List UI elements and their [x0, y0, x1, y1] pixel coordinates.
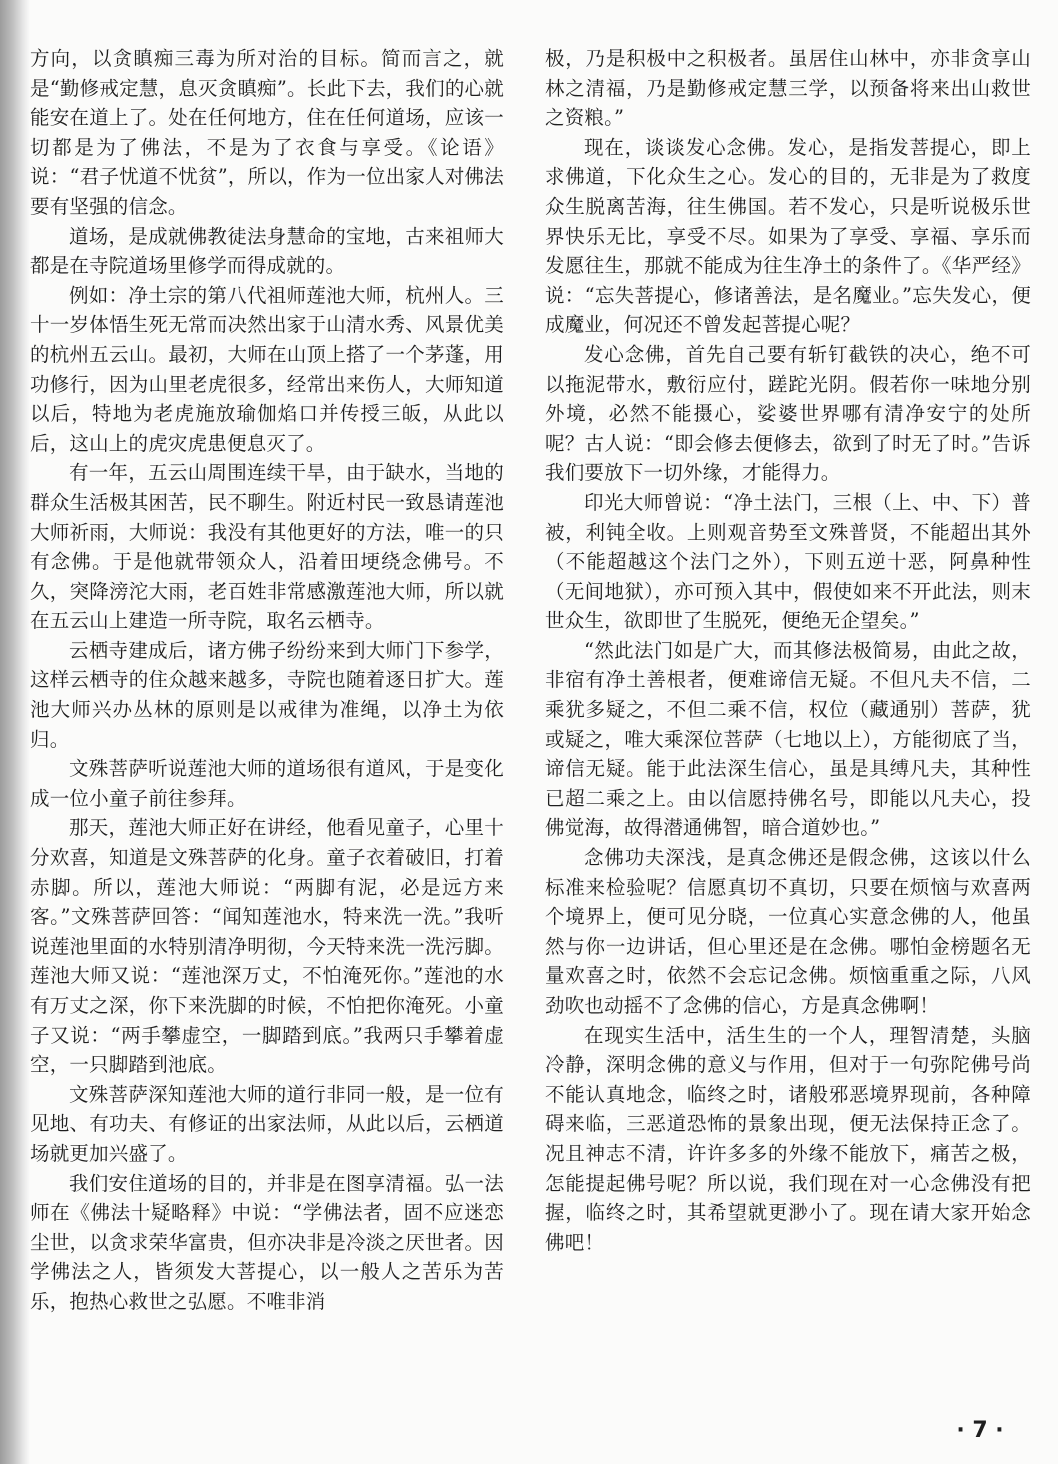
paragraph: 云栖寺建成后，诸方佛子纷纷来到大师门下参学，这样云栖寺的住众越来越多，寺院也随着逐日扩大。莲池大师兴办丛林的原则是以戒律为准绳，以净土为依归。	[30, 638, 504, 751]
paragraph: “然此法门如是广大，而其修法极简易，由此之故，非宿有净土善根者，便难谛信无疑。不但凡夫不信，二乘犹多疑之，不但二乘不信，权位（藏通别）菩萨，犹或疑之，唯大乘深位菩萨（七地以上），方能彻底了当，谛信无疑。能于此法深生信心，虽是具缚凡夫，其种性已超二乘之上。由以信愿持佛名号，即能以凡夫心，投佛觉海，故得潜通佛智，暗合道妙也。”	[545, 638, 1031, 840]
paragraph: 方向，以贪瞋痴三毒为所对治的目标。简而言之，就是“勤修戒定慧，息灭贪瞋痴”。长此下去，我们的心就能安在道上了。处在任何地方，住在任何道场，应该一切都是为了佛法，不是为了衣食与享受。《论语》说：“君子忧道不忧贫”，所以，作为一位出家人对佛法要有坚强的信念。	[30, 47, 504, 218]
paragraph: 我们安住道场的目的，并非是在图享清福。弘一法师在《佛法十疑略释》中说：“学佛法者，固不应迷恋尘世，以贪求荣华富贵，但亦决非是冷淡之厌世者。因学佛法之人，皆须发大菩提心，以一般人之苦乐为苦乐，抱热心救世之弘愿。不唯非消	[30, 1171, 504, 1313]
paragraph: 那天，莲池大师正好在讲经，他看见童子，心里十分欢喜，知道是文殊菩萨的化身。童子衣着破旧，打着赤脚。所以，莲池大师说：“两脚有泥，必是远方来客。”文殊菩萨回答：“闻知莲池水，特来洗一洗。”我听说莲池里面的水特别清净明彻，今天特来洗一洗污脚。莲池大师又说：“莲池深万丈，不怕淹死你。”莲池的水有万丈之深，你下来洗脚的时候，不怕把你淹死。小童子又说：“两手攀虚空，一脚踏到底。”我两只手攀着虚空，一只脚踏到池底。	[30, 816, 504, 1077]
paragraph: 例如：净土宗的第八代祖师莲池大师，杭州人。三十一岁体悟生死无常而决然出家于山清水秀、风景优美的杭州五云山。最初，大师在山顶上搭了一个茅蓬，用功修行，因为山里老虎很多，经常出来伤人，大师知道以后，特地为老虎施放瑜伽焰口并传授三皈，从此以后，这山上的虎灾虎患便息灭了。	[30, 283, 504, 455]
paragraph: 文殊菩萨听说莲池大师的道场很有道风，于是变化成一位小童子前往参拜。	[30, 757, 504, 810]
paragraph: 念佛功夫深浅，是真念佛还是假念佛，这该以什么标准来检验呢？信愿真切不真切，只要在烦恼与欢喜两个境界上，便可见分晓，一位真心实意念佛的人，他虽然与你一边讲话，但心里还是在念佛。哪怕金榜题名无量欢喜之时，依然不会忘记念佛。烦恼重重之际，八风劲吹也动摇不了念佛的信心，方是真念佛啊！	[545, 846, 1031, 1017]
scan-shadow-edge	[0, 0, 30, 1464]
paragraph: 印光大师曾说：“净土法门，三根（上、中、下）普被，利钝全收。上则观音势至文殊普贤，不能超出其外（不能超越这个法门之外），下则五逆十恶，阿鼻种性（无间地狱），亦可预入其中，假使如来不开此法，则末世众生，欲即世了生脱死，便绝无企望矣。”	[545, 490, 1031, 633]
right-text-column	[545, 44, 1031, 1257]
paragraph: 极，乃是积极中之积极者。虽居住山林中，亦非贪享山林之清福，乃是勤修戒定慧三学，以预备将来出山救世之资粮。”	[545, 47, 1031, 130]
paragraph: 文殊菩萨深知莲池大师的道行非同一般，是一位有见地、有功夫、有修证的出家法师，从此以后，云栖道场就更加兴盛了。	[30, 1082, 504, 1165]
paragraph: 现在，谈谈发心念佛。发心，是指发菩提心，即上求佛道，下化众生之心。发心的目的，无非是为了救度众生脱离苦海，往生佛国。若不发心，只是听说极乐世界快乐无比，享受不尽。如果为了享受、享福、享乐而发愿往生，那就不能成为往生净土的条件了。《华严经》说：“忘失菩提心，修诸善法，是名魔业。”忘失发心，便成魔业，何况还不曾发起菩提心呢？	[545, 135, 1031, 337]
paragraph: 有一年，五云山周围连续干旱，由于缺水，当地的群众生活极其困苦，民不聊生。附近村民一致恳请莲池大师祈雨，大师说：我没有其他更好的方法，唯一的只有念佛。于是他就带领众人，沿着田埂绕念佛号。不久，突降滂沱大雨，老百姓非常感激莲池大师，所以就在五云山上建造一所寺院，取名云栖寺。	[30, 461, 504, 633]
left-text-column	[30, 44, 504, 1317]
paragraph: 在现实生活中，活生生的一个人，理智清楚，头脑冷静，深明念佛的意义与作用，但对于一句弥陀佛号尚不能认真地念，临终之时，诸般邪恶境界现前，各种障碍来临，三恶道恐怖的景象出现，便无法保持正念了。况且神志不清，许许多多的外缘不能放下，痛苦之极，怎能提起佛号呢？所以说，我们现在对一心念佛没有把握，临终之时，其希望就更渺小了。现在请大家开始念佛吧！	[545, 1023, 1031, 1254]
page-number: · 7 ·	[956, 1418, 1004, 1443]
paragraph: 道场，是成就佛教徒法身慧命的宝地，古来祖师大都是在寺院道场里修学而得成就的。	[30, 224, 504, 278]
paragraph: 发心念佛，首先自己要有斩钉截铁的决心，绝不可以拖泥带水，敷衍应付，蹉跎光阴。假若你一味地分别外境，必然不能摄心，娑婆世界哪有清净安宁的处所呢？古人说：“即会修去便修去，欲到了时无了时。”告诉我们要放下一切外缘，才能得力。	[545, 342, 1031, 485]
